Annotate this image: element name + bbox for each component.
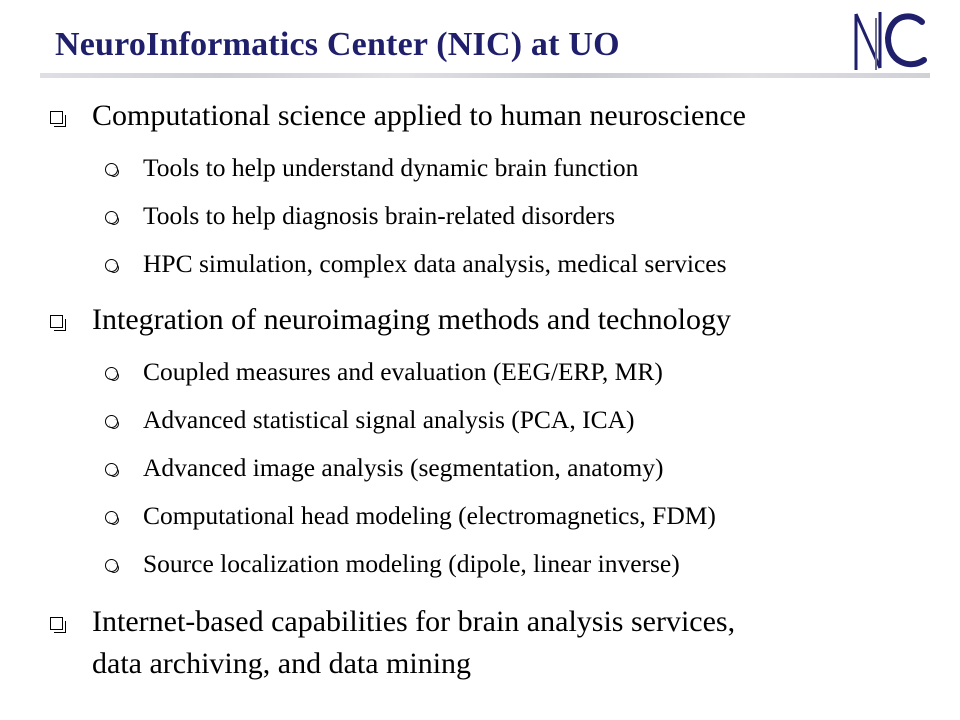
bullet-level2: Computational head modeling (electromagnetics, FDM) <box>143 501 716 530</box>
bullet-level2: Coupled measures and evaluation (EEG/ERP, MR) <box>143 357 663 386</box>
square-bullet-icon <box>50 315 63 328</box>
circle-bullet-icon <box>105 463 118 476</box>
circle-bullet-icon <box>105 211 118 224</box>
bullet-level1: Computational science applied to human neuroscience <box>92 99 746 132</box>
bullet-level2: Advanced statistical signal analysis (PCA, ICA) <box>143 405 635 434</box>
bullet-level2: HPC simulation, complex data analysis, medical services <box>143 249 727 278</box>
circle-bullet-icon <box>105 259 118 272</box>
bullet-level2: Tools to help diagnosis brain-related disorders <box>143 201 615 230</box>
square-bullet-icon <box>50 111 63 124</box>
bullet-level1: Integration of neuroimaging methods and technology <box>92 303 732 336</box>
bullet-level1: Internet-based capabilities for brain analysis services, <box>92 605 736 638</box>
slide-title: NeuroInformatics Center (NIC) at UO <box>55 26 620 63</box>
bullet-level2: Source localization modeling (dipole, linear inverse) <box>143 549 680 578</box>
circle-bullet-icon <box>105 415 118 428</box>
circle-bullet-icon <box>105 511 118 524</box>
bullet-level2: Tools to help understand dynamic brain function <box>143 153 639 182</box>
bullet-level1-continuation: data archiving, and data mining <box>92 647 472 680</box>
circle-bullet-icon <box>105 559 118 572</box>
circle-bullet-icon <box>105 367 118 380</box>
circle-bullet-icon <box>105 163 118 176</box>
square-bullet-icon <box>50 617 63 630</box>
bullet-level2: Advanced image analysis (segmentation, anatomy) <box>143 453 664 482</box>
